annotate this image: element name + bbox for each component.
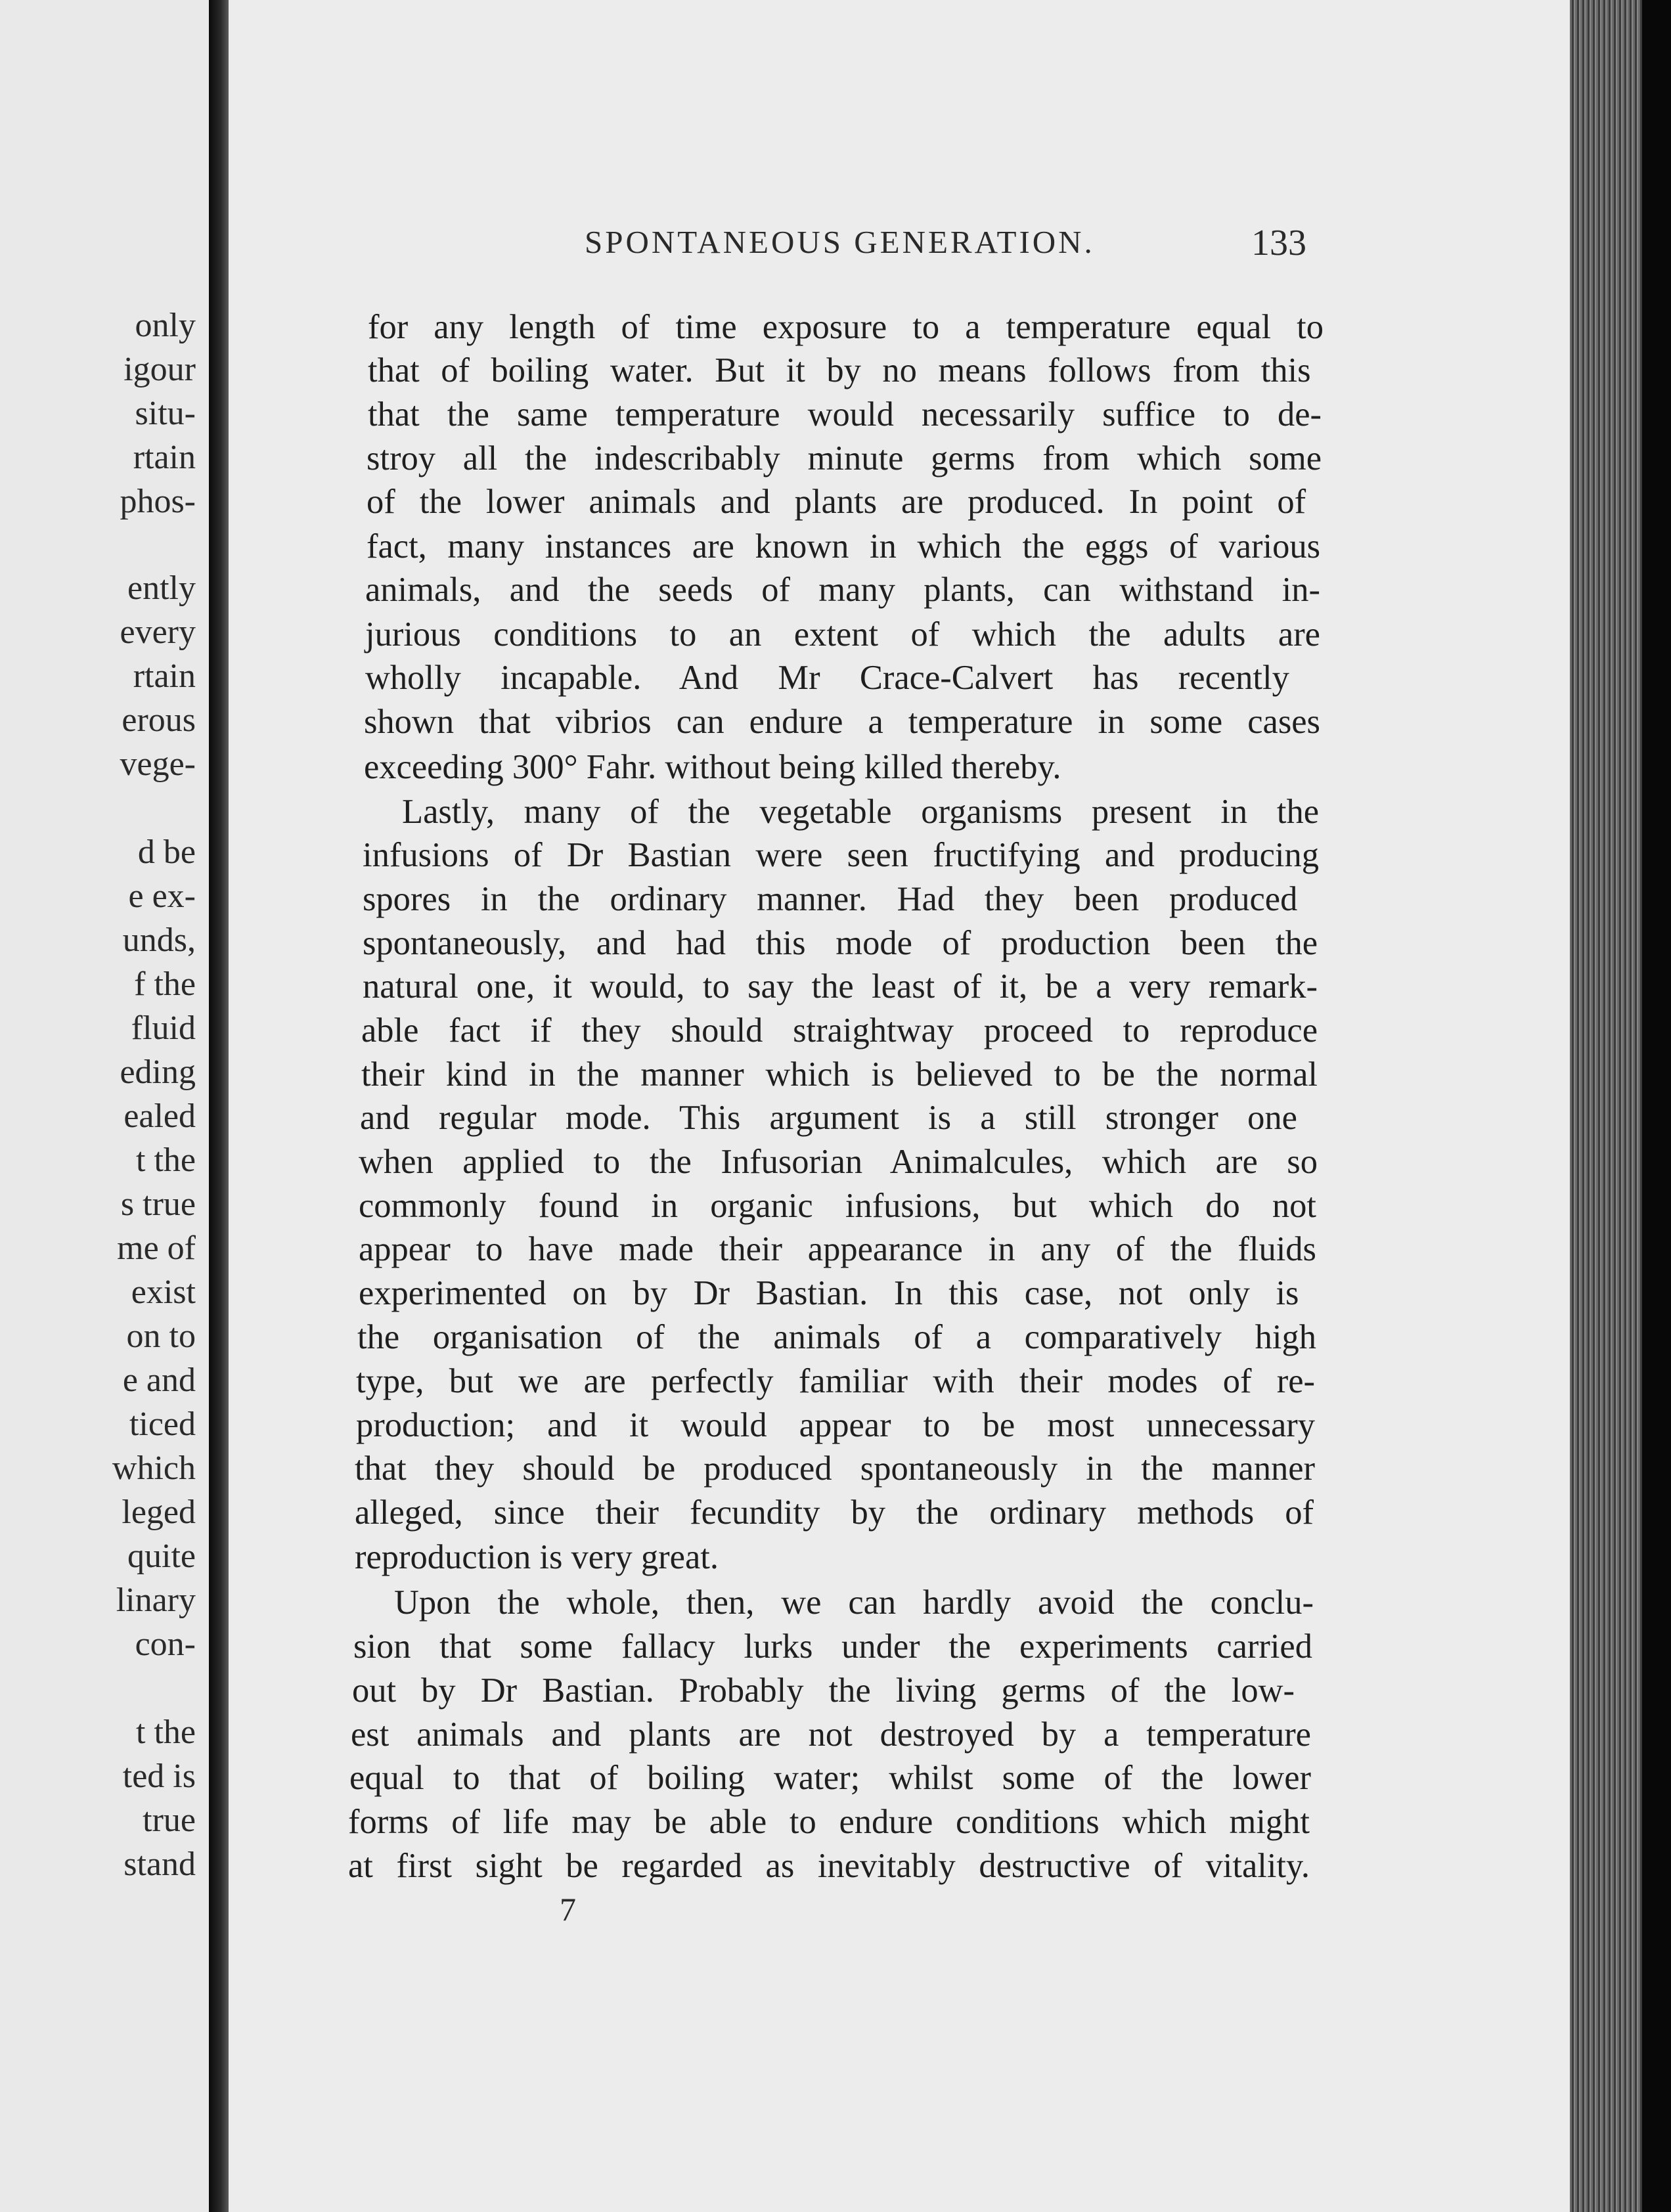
book-gutter	[209, 0, 229, 2212]
text-line: jurious conditions to an extent of which the adults are	[365, 615, 1320, 653]
left-page-fragment: me of	[117, 1229, 196, 1267]
text-line: forms of life may be able to endure conditions which might	[348, 1803, 1310, 1841]
text-line: their kind in the manner which is believed to be the normal	[361, 1055, 1318, 1094]
text-line: experimented on by Dr Bastian. In this case, not only is	[359, 1274, 1299, 1312]
left-page-fragment: e ex-	[128, 877, 196, 915]
text-line: for any length of time exposure to a temperature equal to	[368, 308, 1324, 346]
left-page-fragment: t the	[136, 1714, 196, 1751]
text-line: shown that vibrios can endure a temperature in some cases	[364, 703, 1320, 741]
left-page-fragment: phos-	[120, 483, 196, 520]
page-number: 133	[1251, 223, 1306, 263]
text-line: wholly incapable. And Mr Crace-Calvert has recently	[365, 659, 1289, 697]
left-page-fragment: exist	[131, 1273, 196, 1311]
left-page-fragment: situ-	[135, 395, 196, 432]
scan-border	[1642, 0, 1671, 2212]
facing-page-left	[0, 0, 209, 2212]
left-page-fragment: ted is	[122, 1758, 196, 1795]
left-page-fragment: rtain	[133, 439, 196, 476]
text-line: fact, many instances are known in which the eggs of various	[367, 527, 1320, 565]
left-page-fragment: which	[112, 1449, 196, 1487]
page-edges	[1570, 0, 1642, 2212]
left-page-fragment: every	[120, 613, 196, 651]
text-line: the organisation of the animals of a comparatively high	[357, 1318, 1316, 1356]
text-line: of the lower animals and plants are produced. In point of	[367, 483, 1306, 521]
running-head: SPONTANEOUS GENERATION.	[585, 224, 1095, 260]
text-line: that the same temperature would necessarily suffice to de-	[368, 395, 1322, 433]
text-line: Upon the whole, then, we can hardly avoid the conclu-	[394, 1583, 1314, 1622]
text-line: alleged, since their fecundity by the ordinary methods of	[355, 1493, 1314, 1532]
left-page-fragment: fluid	[131, 1009, 196, 1047]
left-page-fragment: quite	[127, 1537, 196, 1575]
left-page-fragment: d be	[137, 833, 196, 871]
text-line: commonly found in organic infusions, but which do not	[359, 1187, 1316, 1225]
text-line: est animals and plants are not destroyed by a temperature	[351, 1715, 1311, 1754]
text-line: type, but we are perfectly familiar with their modes of re-	[356, 1362, 1315, 1400]
text-line: natural one, it would, to say the least of it, be a very remark-	[363, 967, 1318, 1006]
text-line: sion that some fallacy lurks under the experiments carried	[353, 1627, 1312, 1666]
left-page-fragment: stand	[123, 1846, 196, 1883]
left-page-fragment: leged	[122, 1493, 196, 1531]
left-page-fragment: erous	[122, 701, 196, 739]
left-page-fragment: con-	[135, 1626, 196, 1663]
left-page-fragment: ealed	[123, 1097, 196, 1135]
text-line: infusions of Dr Bastian were seen fructifying and producing	[363, 836, 1319, 874]
text-line: Lastly, many of the vegetable organisms present in the	[402, 793, 1319, 831]
text-line: out by Dr Bastian. Probably the living germs of the low-	[352, 1671, 1295, 1710]
left-page-fragment: only	[135, 307, 196, 344]
text-line: that of boiling water. But it by no means follows from this	[368, 351, 1311, 389]
text-line: animals, and the seeds of many plants, can withstand in-	[365, 571, 1320, 609]
left-page-fragment: rtain	[133, 657, 196, 695]
text-line: at first sight be regarded as inevitably destructive of vitality.	[348, 1847, 1310, 1885]
left-page-fragment: ently	[127, 569, 196, 607]
text-line: that they should be produced spontaneously in the manner	[355, 1449, 1315, 1488]
left-page-fragment: vege-	[120, 745, 196, 783]
left-page-fragment: true	[143, 1802, 196, 1839]
text-line: appear to have made their appearance in any of the fluids	[359, 1230, 1316, 1268]
text-line: production; and it would appear to be most unnecessary	[356, 1406, 1315, 1444]
left-page-fragment: unds,	[122, 921, 196, 959]
text-line: when applied to the Infusorian Animalcules, which are so	[359, 1143, 1318, 1181]
left-page-fragment: e and	[122, 1361, 196, 1399]
text-line: spontaneously, and had this mode of production been the	[363, 924, 1318, 962]
left-page-fragment: on to	[126, 1317, 196, 1355]
text-line: spores in the ordinary manner. Had they been produced	[363, 880, 1298, 918]
text-line: stroy all the indescribably minute germs from which some	[367, 439, 1322, 477]
left-page-fragment: igour	[123, 351, 196, 388]
left-page-fragment: eding	[120, 1053, 196, 1091]
left-page-fragment: f the	[134, 965, 196, 1003]
text-line: and regular mode. This argument is a still stronger one	[360, 1099, 1297, 1137]
left-page-fragment: t the	[136, 1141, 196, 1179]
text-line: exceeding 300° Fahr. without being killed thereby.	[364, 748, 1061, 786]
text-line: reproduction is very great.	[355, 1538, 719, 1576]
text-line: able fact if they should straightway proceed to reproduce	[361, 1011, 1318, 1050]
left-page-fragment: s true	[120, 1185, 196, 1223]
signature-mark: 7	[560, 1891, 576, 1928]
left-page-fragment: linary	[116, 1582, 196, 1619]
left-page-fragment: ticed	[129, 1405, 196, 1443]
text-line: equal to that of boiling water; whilst some of the lower	[349, 1759, 1311, 1797]
